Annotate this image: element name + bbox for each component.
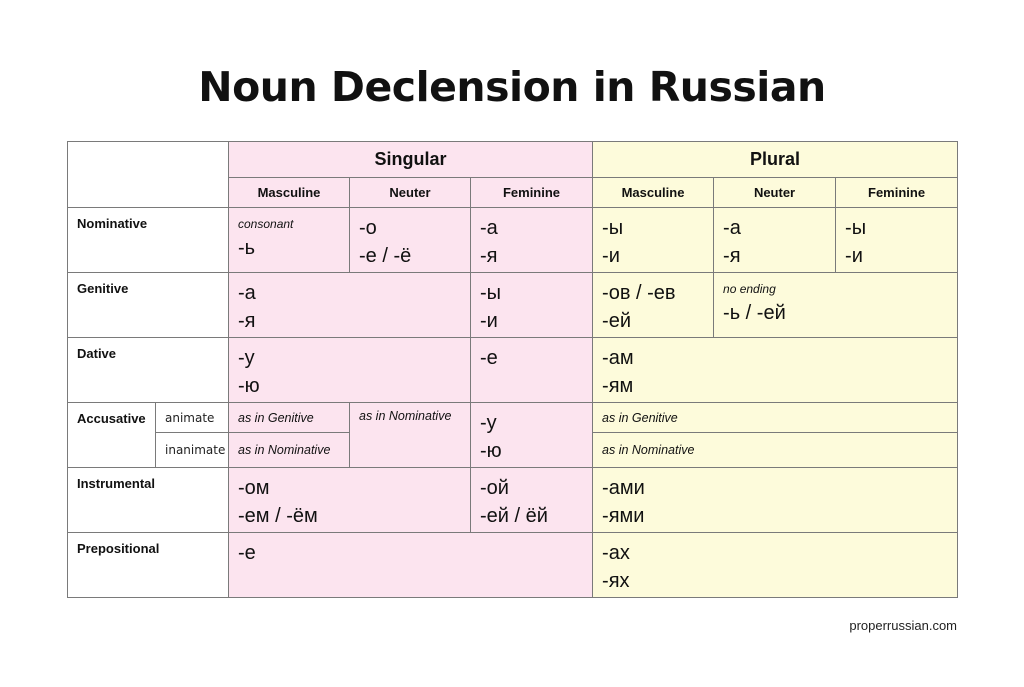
row-prepositional [68,533,958,598]
acc-sg-neut: as in Nominative [350,403,471,468]
ending: -ом [238,477,270,499]
ending: -ь / -ей [723,302,786,324]
row-dative [68,338,958,403]
gen-pl-masc [593,273,714,338]
acc-sg-masc-animate: as in Genitive [229,403,350,433]
ending: -о [359,217,377,239]
ending: -ю [480,440,502,462]
ending: -я [723,245,741,267]
case-label-accusative: Accusative [68,403,156,468]
prep-sg [229,533,593,598]
nom-pl-neut [714,208,836,273]
nom-sg-masc [229,208,350,273]
ending: -ой [480,477,509,499]
row-accusative-animate [68,403,958,433]
ending: -е [238,542,256,564]
header-sg-neuter: Neuter [350,178,471,208]
nom-sg-fem [471,208,593,273]
gen-sg-masc-neut [229,273,471,338]
ending: -ами [602,477,645,499]
ins-pl [593,468,958,533]
acc-sg-masc-inanimate: as in Nominative [229,433,350,468]
ending: -ы [845,217,867,239]
ending: -у [238,347,255,369]
ending: -я [238,310,256,332]
row-nominative [68,208,958,273]
header-sg-masculine: Masculine [229,178,350,208]
case-label-nominative: Nominative [68,208,229,273]
ending: -и [480,310,498,332]
header-pl-masculine: Masculine [593,178,714,208]
declension-table [67,141,958,598]
ending: -ей [602,310,631,332]
nom-pl-masc [593,208,714,273]
gen-pl-neut-fem [714,273,958,338]
header-plural: Plural [593,142,958,178]
nom-pl-fem [836,208,958,273]
dat-sg-masc-neut [229,338,471,403]
sub-label-inanimate: inanimate [156,433,229,468]
ending: -ы [602,217,624,239]
ending: -а [723,217,741,239]
gen-sg-fem [471,273,593,338]
ending: -ей / ёй [480,505,548,527]
ending: -и [602,245,620,267]
ending: -а [480,217,498,239]
row-instrumental [68,468,958,533]
header-singular: Singular [229,142,593,178]
ending: -ов / -ев [602,282,676,304]
dat-pl [593,338,958,403]
page-title: Noun Declension in Russian [198,63,826,111]
prep-pl [593,533,958,598]
dat-sg-fem [471,338,593,403]
ending: -ам [602,347,634,369]
case-label-genitive: Genitive [68,273,229,338]
case-label-dative: Dative [68,338,229,403]
ending: -и [845,245,863,267]
acc-sg-fem [471,403,593,468]
footer-site-link[interactable]: properrussian.com [849,618,957,633]
ending: -ах [602,542,630,564]
ending: -у [480,412,497,434]
note-consonant: consonant [238,217,294,231]
ending: -ям [602,375,634,397]
row-genitive [68,273,958,338]
note-no-ending: no ending [723,282,776,296]
ending: -ем / -ём [238,505,318,527]
ending: -ях [602,570,630,592]
header-pl-neuter: Neuter [714,178,836,208]
ending: -а [238,282,256,304]
ending: -ы [480,282,502,304]
nom-sg-neut [350,208,471,273]
sub-label-animate: animate [156,403,229,433]
case-label-instrumental: Instrumental [68,468,229,533]
ending: -ю [238,375,260,397]
ending: -е / -ё [359,245,412,267]
case-label-prepositional: Prepositional [68,533,229,598]
ending: -ь [238,237,256,259]
acc-pl-inanimate: as in Nominative [593,433,958,468]
ins-sg-masc-neut [229,468,471,533]
ins-sg-fem [471,468,593,533]
ending: -е [480,347,498,369]
acc-pl-animate: as in Genitive [593,403,958,433]
header-sg-feminine: Feminine [471,178,593,208]
ending: -ями [602,505,645,527]
corner-cell [68,142,229,208]
ending: -я [480,245,498,267]
header-pl-feminine: Feminine [836,178,958,208]
